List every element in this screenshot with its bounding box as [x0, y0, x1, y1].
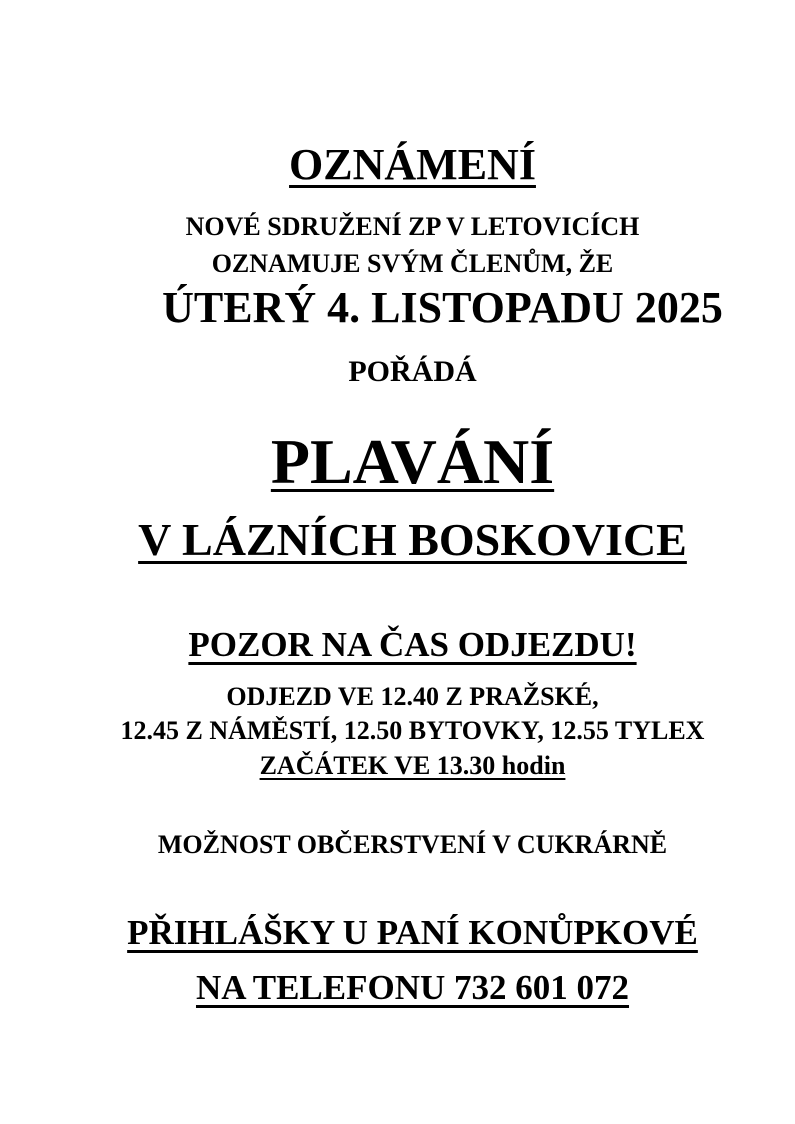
notice-title: OZNÁMENÍ: [289, 140, 536, 189]
departure-line-2: 12.45 Z NÁMĚSTÍ, 12.50 BYTOVKY, 12.55 TYLEX: [120, 716, 705, 745]
intro-line-2: OZNAMUJE SVÝM ČLENŮM, ŽE: [211, 249, 614, 278]
intro-line-1: NOVÉ SDRUŽENÍ ZP V LETOVICÍCH: [185, 212, 640, 241]
signup-line-1: PŘIHLÁŠKY U PANÍ KONŮPKOVÉ: [127, 913, 698, 952]
signup-line-2: NA TELEFONU 732 601 072: [195, 968, 630, 1007]
departure-warning: POZOR NA ČAS ODJEZDU!: [188, 625, 637, 664]
departure-line-1: ODJEZD VE 12.40 Z PRAŽSKÉ,: [226, 682, 599, 711]
event-name: PLAVÁNÍ: [270, 426, 555, 497]
event-location: V LÁZNÍCH BOSKOVICE: [138, 514, 687, 565]
event-date: ÚTERÝ 4. LISTOPADU 2025: [162, 283, 723, 332]
organizes-label: POŘÁDÁ: [348, 355, 477, 388]
start-time: ZAČÁTEK VE 13.30 hodin: [259, 751, 566, 780]
refreshments-note: MOŽNOST OBČERSTVENÍ V CUKRÁRNĚ: [157, 830, 668, 859]
